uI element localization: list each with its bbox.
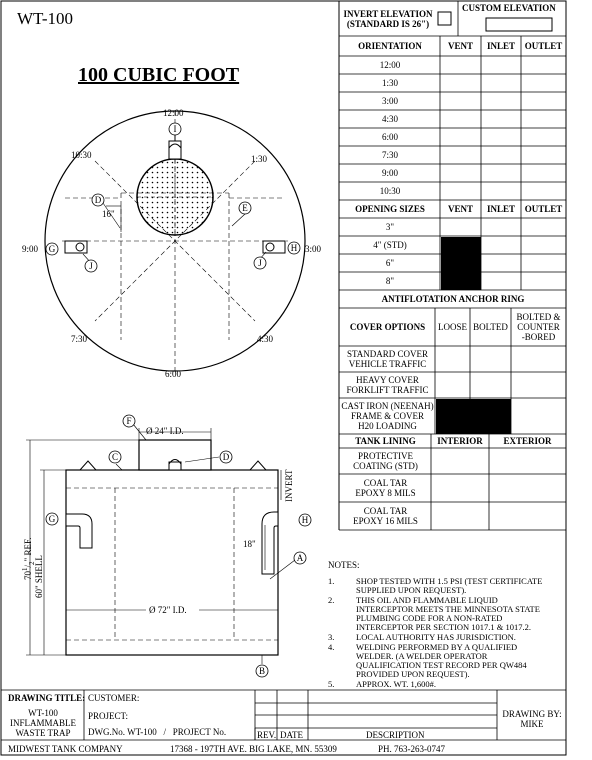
callout-h: H (301, 515, 309, 525)
project-label: PROJECT: (88, 711, 129, 721)
note-item: 2. THIS OIL AND FLAMMABLE LIQUID INTERCEPTOR MEETS THE MINNESOTA STATE PLUMBING CODE FOR A NON-RATED INTERCEPTOR PER SECTION 1017.1 & 1017.2. (328, 595, 540, 632)
note-item: 1. SHOP TESTED WITH 1.5 PSI (TEST CERTIFICATE SUPPLIED UPON REQUEST). (328, 576, 543, 595)
callout-b: B (258, 666, 265, 676)
callout-a: A (296, 553, 304, 563)
vent-blocked-cells (441, 237, 481, 290)
opening-sizes-header: OPENING SIZES (355, 204, 425, 214)
cast-iron-blocked-cells (436, 399, 511, 434)
opening-size-row: 3" (385, 222, 395, 232)
invert-label: INVERT (284, 469, 294, 502)
shell-elevation (66, 470, 278, 655)
drawing-title-label: DRAWING TITLE: (8, 693, 86, 703)
lining-row: COAL TAR EPOXY 16 MILS (353, 506, 418, 526)
custom-elevation-box (486, 18, 552, 31)
bolted-header: BOLTED (473, 322, 508, 332)
orientation-row: 3:00 (381, 96, 398, 106)
vent-header: VENT (447, 204, 473, 214)
orientation-row: 7:30 (381, 150, 398, 160)
drawing-id: WT-100 (17, 9, 74, 28)
notes-header: NOTES: (328, 560, 360, 570)
custom-elevation-label: CUSTOM ELEVATION (462, 3, 556, 13)
opening-size-row: 8" (385, 276, 395, 286)
opening-size-row: 6" (385, 258, 395, 268)
note-item: 3. LOCAL AUTHORITY HAS JURISDICTION. (328, 632, 516, 642)
company-phone: PH. 763-263-0747 (378, 744, 445, 754)
outlet-pipe-elevation (262, 512, 278, 574)
callout-c: C (111, 452, 118, 462)
inlet-header: INLET (486, 204, 515, 214)
cover-row: CAST IRON (NEENAH) FRAME & COVER H20 LOADING (341, 401, 434, 431)
cover-row: STANDARD COVER VEHICLE TRAFFIC (346, 349, 429, 369)
notes-list (328, 577, 563, 689)
date-label: DATE (280, 730, 303, 740)
main-title: 100 CUBIC FOOT (78, 64, 240, 86)
dwg-no-label: DWG.No. WT-100 / PROJECT No. (88, 727, 227, 737)
orientation-row: 6:00 (381, 132, 398, 142)
callout-e: E (242, 203, 248, 213)
loose-header: LOOSE (438, 322, 467, 332)
cover-options-header: COVER OPTIONS (349, 322, 426, 332)
callout-j: J (89, 261, 93, 271)
drawing-by: DRAWING BY: MIKE (502, 709, 562, 729)
callout-g: G (48, 244, 56, 254)
rev-label: REV. (257, 730, 277, 740)
exterior-header: EXTERIOR (503, 436, 552, 446)
orientation-row: 10:30 (379, 186, 401, 196)
invert-checkbox (438, 12, 451, 25)
orientation-header: ORIENTATION (358, 41, 422, 51)
callout-i: I (173, 124, 177, 134)
customer-label: CUSTOMER: (88, 693, 140, 703)
lining-row: PROTECTIVE COATING (STD) (353, 451, 418, 471)
inlet-header: INLET (486, 41, 515, 51)
counterbored-header: BOLTED & COUNTER -BORED (516, 312, 561, 342)
note-item: 5. APPROX. WT. 1,600#. (328, 679, 436, 689)
callout-h: H (290, 243, 298, 253)
orientation-row: 1:30 (381, 78, 398, 88)
opening-size-row: 4" (STD) (373, 240, 407, 250)
clock-label: 3:00 (305, 244, 322, 254)
clock-label: 10:30 (71, 150, 92, 160)
callout-d: D (94, 195, 102, 205)
clock-label: 6:00 (165, 369, 182, 379)
tank-lining-header: TANK LINING (355, 436, 416, 446)
dim-16: 16" (102, 209, 115, 219)
outlet-header: OUTLET (524, 204, 563, 214)
clock-label: 9:00 (22, 244, 39, 254)
orientation-row: 4:30 (381, 114, 398, 124)
lining-row: COAL TAR EPOXY 8 MILS (355, 478, 416, 498)
callout-j: J (258, 258, 262, 268)
inlet-pipe-elevation (66, 514, 92, 548)
dim-72-id: Ø 72" I.D. (149, 605, 187, 615)
company-address: 17368 - 197TH AVE. BIG LAKE, MN. 55309 (170, 744, 337, 754)
vent-header: VENT (447, 41, 473, 51)
drawing-title: WT-100 INFLAMMABLE WASTE TRAP (9, 708, 76, 738)
description-label: DESCRIPTION (366, 730, 425, 740)
clock-label: 7:30 (71, 334, 88, 344)
antiflotation-row: ANTIFLOTATION ANCHOR RING (381, 294, 525, 304)
clock-label: 1:30 (251, 154, 268, 164)
shell-dim: 60" SHELL (34, 555, 44, 598)
dim-18: 18" (243, 539, 256, 549)
note-item: 4. WELDING PERFORMED BY A QUALIFIED WELDER. (A WELDER OPERATOR QUALIFICATION TEST RECORD PER QW484 PROVIDED UPON REQUEST). (328, 642, 527, 679)
clock-label: 4:30 (257, 334, 274, 344)
elevation-view (26, 415, 311, 677)
clock-label: 12:00 (163, 108, 184, 118)
ref-dim: $70^1/_2$" REF. (21, 537, 36, 580)
dim-24-id: Ø 24" I.D. (146, 426, 184, 436)
outlet-header: OUTLET (524, 41, 563, 51)
orientation-row: 12:00 (379, 60, 401, 70)
invert-elevation-label: INVERT ELEVATION (STANDARD IS 26") (343, 9, 433, 29)
cover-row: HEAVY COVER FORKLIFT TRAFFIC (346, 375, 429, 395)
callout-d: D (222, 452, 230, 462)
interior-header: INTERIOR (437, 436, 483, 446)
callout-f: F (126, 416, 132, 426)
callout-g: G (48, 514, 56, 524)
company-name: MIDWEST TANK COMPANY (8, 744, 123, 754)
orientation-row: 9:00 (381, 168, 398, 178)
